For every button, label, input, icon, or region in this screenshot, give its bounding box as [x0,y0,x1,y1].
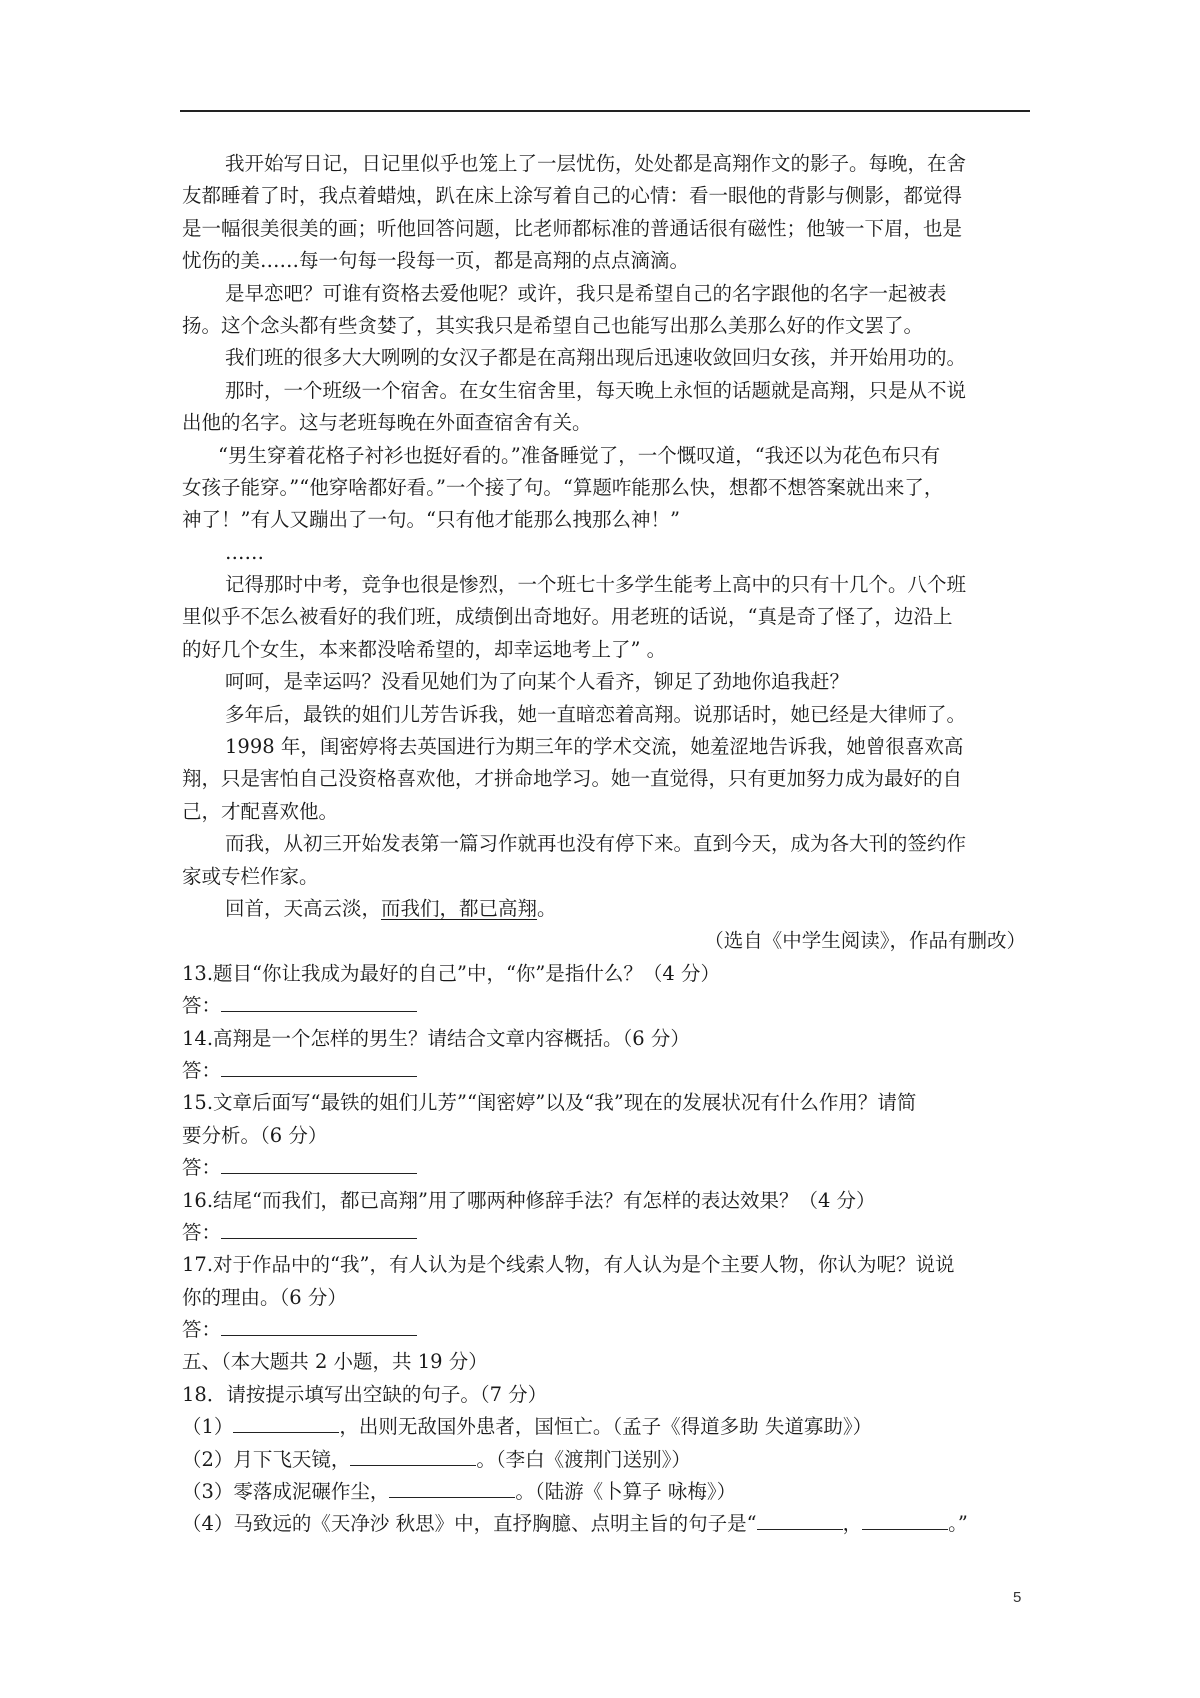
fill-blank[interactable] [389,1477,515,1498]
passage-closing-line [182,893,1032,925]
question-14: 14.高翔是一个怎样的男生？请结合文章内容概括。（6 分） [182,1026,690,1050]
passage-line: 那时，一个班级一个宿舍。在女生宿舍里，每天晚上永恒的话题就是高翔，只是从不说 [225,378,967,402]
passage-line: 扬。这个念头都有些贪婪了，其实我只是希望自己也能写出那么美那么好的作文罢了。 [182,313,924,337]
passage-ellipsis: …… [225,540,264,564]
passage-source: （选自《中学生阅读》，作品有删改） [704,929,1026,953]
underlined-phrase: 而我们，都已高翔 [381,896,538,920]
question-18: 18．请按提示填写出空缺的句子。（7 分） [182,1382,548,1406]
passage-line: 我开始写日记，日记里似乎也笼上了一层忧伤，处处都是高翔作文的影子。每晚，在舍 [225,152,967,175]
item-text: 。（陆游《卜算子 咏梅》） [515,1480,737,1504]
passage-line: 记得那时中考，竞争也很是惨烈，一个班七十多学生能考上高中的只有十几个。八个班 [225,573,967,597]
answer-line-16 [182,1217,1032,1249]
fill-item-3 [182,1476,1032,1508]
passage-line: 的好几个女生，本来都没啥希望的，却幸运地考上了” 。 [182,637,667,661]
passage-line: 己，才配喜欢他。 [182,799,339,823]
passage-line: 出他的名字。这与老班每晚在外面查宿舍有关。 [182,411,592,435]
passage-line: 我们班的很多大大咧咧的女汉子都是在高翔出现后迅速收敛回归女孩，并开始用功的。 [225,346,967,370]
page-content [182,148,1032,1541]
passage-line: “男生穿着花格子衬衫也挺好看的。”准备睡觉了，一个慨叹道，“我还以为花色布只有 [218,443,941,467]
answer-blank[interactable] [221,1315,417,1336]
answer-line-13 [182,990,1032,1022]
answer-blank[interactable] [221,1153,417,1174]
passage-line: 是早恋吧？可谁有资格去爱他呢？或许，我只是希望自己的名字跟他的名字一起被表 [225,281,947,305]
item-text: ，出则无敌国外患者，国恒亡。（孟子《得道多助 失道寡助》） [339,1415,873,1439]
answer-blank[interactable] [221,991,417,1012]
item-text: （3）零落成泥碾作尘， [182,1480,390,1504]
answer-line-14 [182,1055,1032,1087]
passage-line: 神了！”有人又蹦出了一句。“只有他才能那么拽那么神！” [182,508,680,532]
item-text: 。（李白《渡荆门送别》） [476,1447,691,1471]
fill-item-4 [182,1508,1032,1540]
answer-label: 答： [182,994,222,1018]
passage-line: 忧伤的美……每一句每一段每一页，都是高翔的点点滴滴。 [182,249,690,273]
section-heading: 五、（本大题共 2 小题，共 19 分） [182,1350,488,1374]
question-15: 15.文章后面写“最铁的姐们儿芳”“闺密婷”以及“我”现在的发展状况有什么作用？请简 [182,1091,917,1115]
fill-blank[interactable] [350,1445,476,1466]
answer-blank[interactable] [221,1056,417,1077]
fill-blank[interactable] [757,1509,843,1530]
passage-line: 翔，只是害怕自己没资格喜欢他，才拼命地学习。她一直觉得，只有更加努力成为最好的自 [182,767,963,791]
fill-item-1 [182,1411,1032,1443]
passage-line: 友都睡着了时，我点着蜡烛，趴在床上涂写着自己的心情：看一眼他的背影与侧影，都觉得 [182,184,963,208]
answer-line-15 [182,1152,1032,1184]
passage-line: 而我，从初三开始发表第一篇习作就再也没有停下来。直到今天，成为各大刊的签约作 [225,832,967,856]
passage-line: 呵呵，是幸运吗？没看见她们为了向某个人看齐，铆足了劲地你追我赶？ [225,670,850,694]
answer-line-17 [182,1314,1032,1346]
fill-blank[interactable] [862,1509,948,1530]
question-13: 13.题目“你让我成为最好的自己”中，“你”是指什么？（4 分） [182,961,720,985]
answer-label: 答： [182,1220,222,1244]
fill-item-2 [182,1444,1032,1476]
passage-line: 家或专栏作家。 [182,864,319,888]
passage-line: 女孩子能穿。”“他穿啥都好看。”一个接了句。“算题咋能那么快，想都不想答案就出来了， [182,475,944,499]
item-text: （2）月下飞天镜， [182,1447,351,1471]
item-label: （1） [182,1415,234,1439]
passage-line: 里似乎不怎么被看好的我们班，成绩倒出奇地好。用老班的话说，“真是奇了怪了，边沿上 [182,605,953,629]
answer-blank[interactable] [221,1218,417,1239]
question-15-cont: 要分析。（6 分） [182,1123,328,1147]
item-text: 。” [948,1512,968,1536]
fill-blank[interactable] [233,1412,339,1433]
question-16: 16.结尾“而我们，都已高翔”用了哪两种修辞手法？有怎样的表达效果？（4 分） [182,1188,876,1212]
item-text: （4）马致远的《天净沙 秋思》中，直抒胸臆、点明主旨的句子是“ [182,1512,757,1536]
passage-line: 是一幅很美很美的画；听他回答问题，比老师都标准的普通话很有磁性；他皱一下眉，也是 [182,216,963,240]
question-17: 17.对于作品中的“我”，有人认为是个线索人物，有人认为是个主要人物，你认为呢？说说 [182,1253,955,1277]
question-17-cont: 你的理由。（6 分） [182,1285,347,1309]
page-number: 5 [1013,1589,1022,1606]
header-rule [180,110,1030,112]
answer-label: 答： [182,1156,222,1180]
closing-period: 。 [537,896,557,920]
closing-text: 回首，天高云淡， [225,896,382,920]
passage-line: 多年后，最铁的姐们儿芳告诉我，她一直暗恋着高翔。说那话时，她已经是大律师了。 [225,702,967,726]
answer-label: 答： [182,1058,222,1082]
passage-line: 1998 年，闺密婷将去英国进行为期三年的学术交流，她羞涩地告诉我，她曾很喜欢高 [225,735,964,759]
item-text: ， [842,1512,863,1536]
answer-label: 答： [182,1318,222,1342]
